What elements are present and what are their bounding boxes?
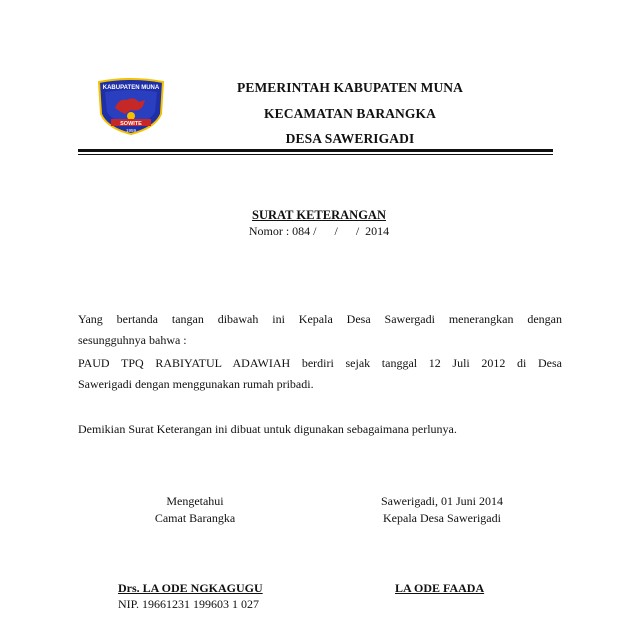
left-signatory-nip: NIP. 19661231 199603 1 027 — [118, 597, 260, 611]
left-acknowledge-label: Mengetahui — [166, 494, 224, 508]
body-paragraph-2 — [78, 353, 562, 395]
paragraph-1-line-1: Yang bertanda tangan dibawah ini Kepala Desa Sawergadi menerangkan dengan — [78, 312, 562, 326]
letter-title: SURAT KETERANGAN — [252, 208, 386, 222]
right-place-date: Sawerigadi, 01 Juni 2014 — [381, 494, 503, 508]
paragraph-2-line-2: Sawerigadi dengan menggunakan rumah pribadi. — [78, 377, 314, 391]
right-position-label: Kepala Desa Sawerigadi — [383, 511, 501, 525]
paragraph-1-line-2: sesungguhnya bahwa : — [78, 333, 187, 347]
emblem-sun-icon — [127, 112, 135, 120]
header-divider-thin — [78, 154, 553, 155]
left-signatory-name: Drs. LA ODE NGKAGUGU — [118, 581, 263, 595]
header-district-line: KECAMATAN BARANGKA — [264, 106, 436, 121]
emblem-year-text: 1959 — [125, 128, 137, 133]
header-divider-thick — [78, 149, 553, 152]
right-signatory-name: LA ODE FAADA — [395, 581, 485, 595]
signature-block-left — [120, 493, 270, 527]
header-village-line: DESA SAWERIGADI — [285, 131, 415, 146]
kabupaten-muna-emblem — [95, 78, 167, 136]
emblem-banner-text: SOWITE — [120, 121, 142, 127]
body-paragraph-3: Demikian Surat Keterangan ini dibuat untuk digunakan sebagaimana perlunya. — [78, 422, 457, 436]
emblem-top-text: KABUPATEN MUNA — [102, 85, 160, 91]
letter-number: Nomor : 084 / / / 2014 — [248, 224, 390, 238]
body-paragraph-1 — [78, 309, 562, 351]
paragraph-2-line-1: PAUD TPQ RABIYATUL ADAWIAH berdiri sejak tanggal 12 Juli 2012 di Desa — [78, 356, 562, 370]
signature-block-right — [362, 493, 522, 527]
left-position-label: Camat Barangka — [154, 511, 236, 525]
header-government-line: PEMERINTAH KABUPATEN MUNA — [237, 80, 463, 95]
